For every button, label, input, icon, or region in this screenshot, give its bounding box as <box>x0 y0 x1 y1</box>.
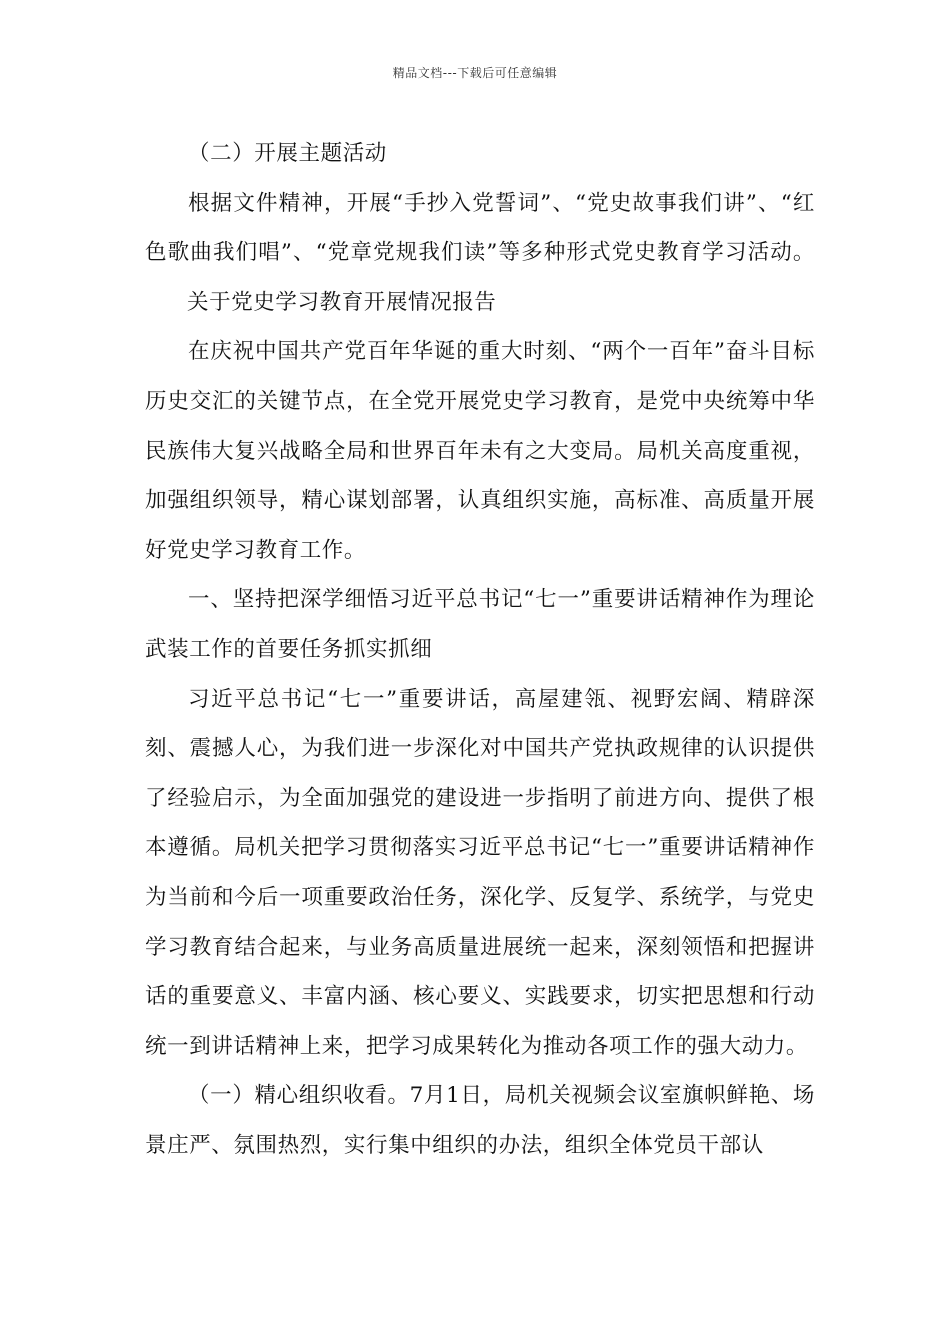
paragraph-subsection-1: （一）精心组织收看。7月1日，局机关视频会议室旗帜鲜艳、场景庄严、氛围热烈，实行集中组织的办法，组织全体党员干部认 <box>145 1083 815 1158</box>
section-1-heading: 一、坚持把深学细悟习近平总书记“七一”重要讲话精神作为理论武装工作的首要任务抓实抓细 <box>145 587 815 662</box>
paragraph-section-1: 习近平总书记“七一”重要讲话，高屋建瓴、视野宏阔、精辟深刻、震撼人心，为我们进一步深化对中国共产党执政规律的认识提供了经验启示，为全面加强党的建设进一步指明了前进方向、提供了根本遵循。局机关把学习贯彻落实习近平总书记“七一”重要讲话精神作为当前和今后一项重要政治任务，深化学、反复学、系统学，与党史学习教育结合起来，与业务高质量进展统一起来，深刻领悟和把握讲话的重要意义、丰富内涵、核心要义、实践要求，切实把思想和行动统一到讲话精神上来，把学习成果转化为推动各项工作的强大动力。 <box>145 686 815 1059</box>
report-title: 关于党史学习教育开展情况报告 <box>187 289 497 315</box>
document-body <box>145 129 815 1170</box>
page-header: 精品文档---下载后可任意编辑 <box>392 66 558 80</box>
paragraph-activities-text: 根据文件精神，开展“手抄入党誓词”、“党史故事我们讲”、“红色歌曲我们唱”、“党章党规我们读”等多种形式党史教育学习活动。 <box>145 190 815 266</box>
paragraph-intro: 在庆祝中国共产党百年华诞的重大时刻、“两个一百年”奋斗目标历史交汇的关键节点，在全党开展党史学习教育，是党中央统筹中华民族伟大复兴战略全局和世界百年未有之大变局。局机关高度重视，加强组织领导，精心谋划部署，认真组织实施，高标准、高质量开展好党史学习教育工作。 <box>145 339 815 563</box>
paragraph-activities <box>145 179 815 328</box>
subheading-activities: （二）开展主题活动 <box>188 141 387 166</box>
